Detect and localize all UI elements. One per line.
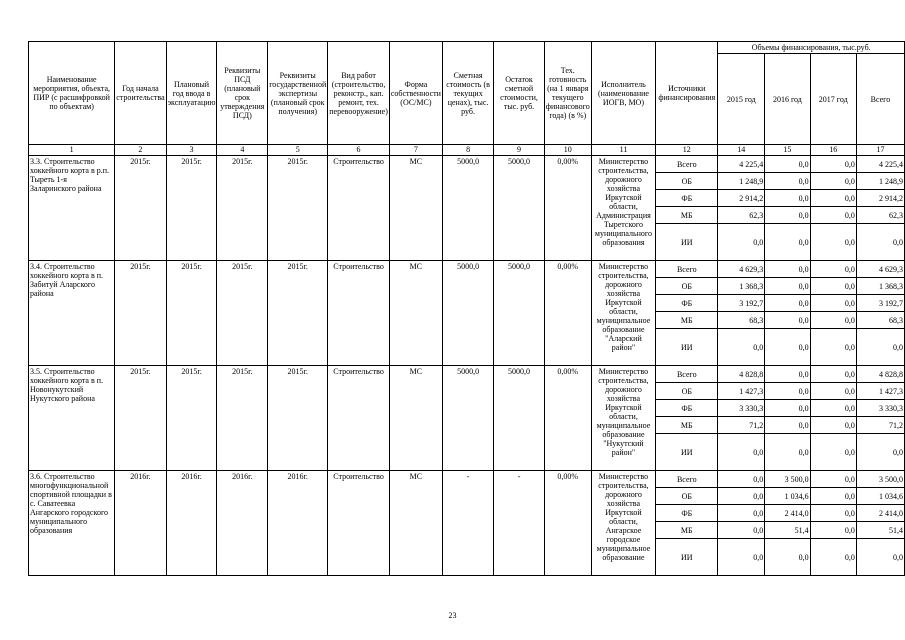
amount-total: 1 368,3 <box>856 278 904 295</box>
amount-2017: 0,0 <box>810 156 856 173</box>
work-type: Строительство <box>328 156 390 261</box>
amount-2017: 0,0 <box>810 190 856 207</box>
header-funding-group: Объемы финансирования, тыс.руб. <box>718 42 905 54</box>
estimated-cost: - <box>442 471 493 576</box>
header-work-type: Вид работ (строительство, реконстр., кап. ремонт, тех. перевооружение) <box>328 42 390 145</box>
amount-total: 71,2 <box>856 417 904 434</box>
funding-source: МБ <box>656 207 718 224</box>
funding-source: ФБ <box>656 400 718 417</box>
ownership: МС <box>389 471 442 576</box>
start-year: 2015г. <box>115 366 166 471</box>
amount-2015: 1 248,9 <box>718 173 765 190</box>
ownership: МС <box>389 366 442 471</box>
amount-2015: 0,0 <box>718 539 765 576</box>
column-number: 4 <box>217 145 268 156</box>
amount-2016: 51,4 <box>765 522 810 539</box>
work-type: Строительство <box>328 471 390 576</box>
amount-total: 2 414,0 <box>856 505 904 522</box>
header-estimated-cost: Сметная стоимость (в текущих ценах), тыс. руб. <box>442 42 493 145</box>
work-type: Строительство <box>328 366 390 471</box>
funding-source: МБ <box>656 417 718 434</box>
amount-2015: 4 629,3 <box>718 261 765 278</box>
amount-2015: 0,0 <box>718 224 765 261</box>
amount-2016: 0,0 <box>765 207 810 224</box>
amount-2017: 0,0 <box>810 295 856 312</box>
psd-date: 2015г. <box>217 261 268 366</box>
readiness: 0,00% <box>544 261 591 366</box>
header-remaining-cost: Остаток сметной стоимости, тыс. руб. <box>494 42 545 145</box>
readiness: 0,00% <box>544 156 591 261</box>
amount-2016: 0,0 <box>765 366 810 383</box>
table-row <box>29 261 905 278</box>
funding-source: ОБ <box>656 383 718 400</box>
amount-total: 0,0 <box>856 329 904 366</box>
amount-2015: 62,3 <box>718 207 765 224</box>
amount-2017: 0,0 <box>810 224 856 261</box>
header-year-2017: 2017 год <box>810 54 856 145</box>
amount-2017: 0,0 <box>810 383 856 400</box>
header-readiness: Тех. готовность (на 1 января текущего финансового года) (в %) <box>544 42 591 145</box>
funding-source: ФБ <box>656 505 718 522</box>
amount-2016: 2 414,0 <box>765 505 810 522</box>
amount-2016: 0,0 <box>765 261 810 278</box>
column-number: 8 <box>442 145 493 156</box>
amount-total: 3 500,0 <box>856 471 904 488</box>
amount-total: 0,0 <box>856 434 904 471</box>
amount-2015: 2 914,2 <box>718 190 765 207</box>
column-number: 12 <box>656 145 718 156</box>
amount-total: 3 330,3 <box>856 400 904 417</box>
amount-2017: 0,0 <box>810 207 856 224</box>
amount-2016: 0,0 <box>765 278 810 295</box>
work-type: Строительство <box>328 261 390 366</box>
ownership: МС <box>389 261 442 366</box>
amount-total: 1 034,6 <box>856 488 904 505</box>
amount-2015: 0,0 <box>718 329 765 366</box>
expertise-date: 2015г. <box>268 261 328 366</box>
amount-2017: 0,0 <box>810 366 856 383</box>
amount-2016: 0,0 <box>765 295 810 312</box>
executor: Министерство строительства, дорожного хозяйства Иркутской области, Ангарское городское муниципальное образование <box>591 471 655 576</box>
amount-2016: 0,0 <box>765 539 810 576</box>
amount-2015: 0,0 <box>718 488 765 505</box>
ownership: МС <box>389 156 442 261</box>
expertise-date: 2016г. <box>268 471 328 576</box>
header-ownership: Форма собственности (ОС/МС) <box>389 42 442 145</box>
amount-2015: 0,0 <box>718 434 765 471</box>
header-executor: Исполнитель (наименование ИОГВ, МО) <box>591 42 655 145</box>
funding-source: ОБ <box>656 488 718 505</box>
amount-total: 0,0 <box>856 224 904 261</box>
column-number: 14 <box>718 145 765 156</box>
planned-year: 2016г. <box>166 471 217 576</box>
amount-2016: 0,0 <box>765 173 810 190</box>
object-name: 3.6. Строительство многофункциональной спортивной площадки в с. Саватеевка Ангарского городского муниципального образования <box>29 471 115 576</box>
amount-total: 1 248,9 <box>856 173 904 190</box>
header-planned-year: Плановый год ввода в эксплуатацию <box>166 42 217 145</box>
estimated-cost: 5000,0 <box>442 261 493 366</box>
amount-2017: 0,0 <box>810 522 856 539</box>
table-row <box>29 156 905 173</box>
amount-2017: 0,0 <box>810 434 856 471</box>
column-number: 6 <box>328 145 390 156</box>
financing-table <box>28 41 905 576</box>
amount-2016: 0,0 <box>765 383 810 400</box>
remaining-cost: 5000,0 <box>494 156 545 261</box>
amount-2016: 0,0 <box>765 434 810 471</box>
funding-source: Всего <box>656 471 718 488</box>
column-number: 15 <box>765 145 810 156</box>
header-start-year: Год начала строительства <box>115 42 166 145</box>
funding-source: ОБ <box>656 173 718 190</box>
executor: Министерство строительства, дорожного хозяйства Иркутской области, Администрация Тыретского муниципального образования <box>591 156 655 261</box>
column-number: 10 <box>544 145 591 156</box>
amount-2017: 0,0 <box>810 312 856 329</box>
amount-2017: 0,0 <box>810 417 856 434</box>
funding-source: МБ <box>656 312 718 329</box>
funding-source: Всего <box>656 156 718 173</box>
header-expertise: Реквизиты государственной экспертизы (плановый срок получения) <box>268 42 328 145</box>
funding-source: ИИ <box>656 434 718 471</box>
amount-2015: 0,0 <box>718 505 765 522</box>
amount-2016: 3 500,0 <box>765 471 810 488</box>
amount-2017: 0,0 <box>810 488 856 505</box>
psd-date: 2015г. <box>217 366 268 471</box>
amount-2015: 71,2 <box>718 417 765 434</box>
object-name: 3.3. Строительство хоккейного корта в р.п. Тыреть 1-я Заларинского района <box>29 156 115 261</box>
remaining-cost: 5000,0 <box>494 261 545 366</box>
amount-total: 62,3 <box>856 207 904 224</box>
column-number: 16 <box>810 145 856 156</box>
amount-total: 4 828,8 <box>856 366 904 383</box>
amount-2016: 0,0 <box>765 156 810 173</box>
amount-2015: 4 225,4 <box>718 156 765 173</box>
expertise-date: 2015г. <box>268 156 328 261</box>
amount-2015: 4 828,8 <box>718 366 765 383</box>
object-name: 3.4. Строительство хоккейного корта в п. Забитуй Аларского района <box>29 261 115 366</box>
header-psd: Реквизиты ПСД (плановый срок утверждения ПСД) <box>217 42 268 145</box>
funding-source: ОБ <box>656 278 718 295</box>
estimated-cost: 5000,0 <box>442 366 493 471</box>
executor: Министерство строительства, дорожного хозяйства Иркутской области, муниципальное образование "Нукутский район" <box>591 366 655 471</box>
amount-2015: 3 330,3 <box>718 400 765 417</box>
amount-2017: 0,0 <box>810 505 856 522</box>
header-year-2015: 2015 год <box>718 54 765 145</box>
amount-2017: 0,0 <box>810 471 856 488</box>
amount-2016: 0,0 <box>765 190 810 207</box>
funding-source: Всего <box>656 366 718 383</box>
amount-total: 3 192,7 <box>856 295 904 312</box>
amount-2017: 0,0 <box>810 278 856 295</box>
amount-2017: 0,0 <box>810 329 856 366</box>
amount-2016: 0,0 <box>765 329 810 366</box>
amount-total: 51,4 <box>856 522 904 539</box>
psd-date: 2015г. <box>217 156 268 261</box>
amount-2017: 0,0 <box>810 539 856 576</box>
page-number: 23 <box>448 611 457 620</box>
start-year: 2016г. <box>115 471 166 576</box>
amount-total: 4 225,4 <box>856 156 904 173</box>
amount-2016: 1 034,6 <box>765 488 810 505</box>
amount-total: 4 629,3 <box>856 261 904 278</box>
executor: Министерство строительства, дорожного хозяйства Иркутской области, муниципальное образование "Аларский район" <box>591 261 655 366</box>
readiness: 0,00% <box>544 366 591 471</box>
amount-2015: 0,0 <box>718 522 765 539</box>
table-row <box>29 471 905 488</box>
header-total: Всего <box>856 54 904 145</box>
amount-2016: 0,0 <box>765 400 810 417</box>
planned-year: 2015г. <box>166 156 217 261</box>
amount-total: 2 914,2 <box>856 190 904 207</box>
psd-date: 2016г. <box>217 471 268 576</box>
start-year: 2015г. <box>115 261 166 366</box>
amount-2015: 68,3 <box>718 312 765 329</box>
column-number: 5 <box>268 145 328 156</box>
column-number: 3 <box>166 145 217 156</box>
header-name: Наименование мероприятия, объекта, ПИР (с расшифровкой по объектам) <box>29 42 115 145</box>
amount-2016: 0,0 <box>765 417 810 434</box>
column-number: 7 <box>389 145 442 156</box>
amount-2015: 0,0 <box>718 471 765 488</box>
header-sources: Источники финансирования <box>656 42 718 145</box>
amount-total: 1 427,3 <box>856 383 904 400</box>
start-year: 2015г. <box>115 156 166 261</box>
funding-source: Всего <box>656 261 718 278</box>
readiness: 0,00% <box>544 471 591 576</box>
remaining-cost: - <box>494 471 545 576</box>
funding-source: ФБ <box>656 190 718 207</box>
amount-2015: 3 192,7 <box>718 295 765 312</box>
planned-year: 2015г. <box>166 366 217 471</box>
funding-source: МБ <box>656 522 718 539</box>
funding-source: ИИ <box>656 224 718 261</box>
amount-total: 68,3 <box>856 312 904 329</box>
column-number: 9 <box>494 145 545 156</box>
funding-source: ИИ <box>656 329 718 366</box>
column-number: 1 <box>29 145 115 156</box>
column-number: 2 <box>115 145 166 156</box>
estimated-cost: 5000,0 <box>442 156 493 261</box>
planned-year: 2015г. <box>166 261 217 366</box>
amount-2016: 0,0 <box>765 224 810 261</box>
column-number-row <box>29 145 905 156</box>
object-name: 3.5. Строительство хоккейного корта в п. Новонукутский Нукутского района <box>29 366 115 471</box>
amount-2017: 0,0 <box>810 261 856 278</box>
amount-2015: 1 368,3 <box>718 278 765 295</box>
amount-2015: 1 427,3 <box>718 383 765 400</box>
amount-2017: 0,0 <box>810 400 856 417</box>
amount-2017: 0,0 <box>810 173 856 190</box>
header-year-2016: 2016 год <box>765 54 810 145</box>
funding-source: ИИ <box>656 539 718 576</box>
column-number: 17 <box>856 145 904 156</box>
amount-total: 0,0 <box>856 539 904 576</box>
expertise-date: 2015г. <box>268 366 328 471</box>
funding-source: ФБ <box>656 295 718 312</box>
column-number: 11 <box>591 145 655 156</box>
remaining-cost: 5000,0 <box>494 366 545 471</box>
amount-2016: 0,0 <box>765 312 810 329</box>
table-row <box>29 366 905 383</box>
